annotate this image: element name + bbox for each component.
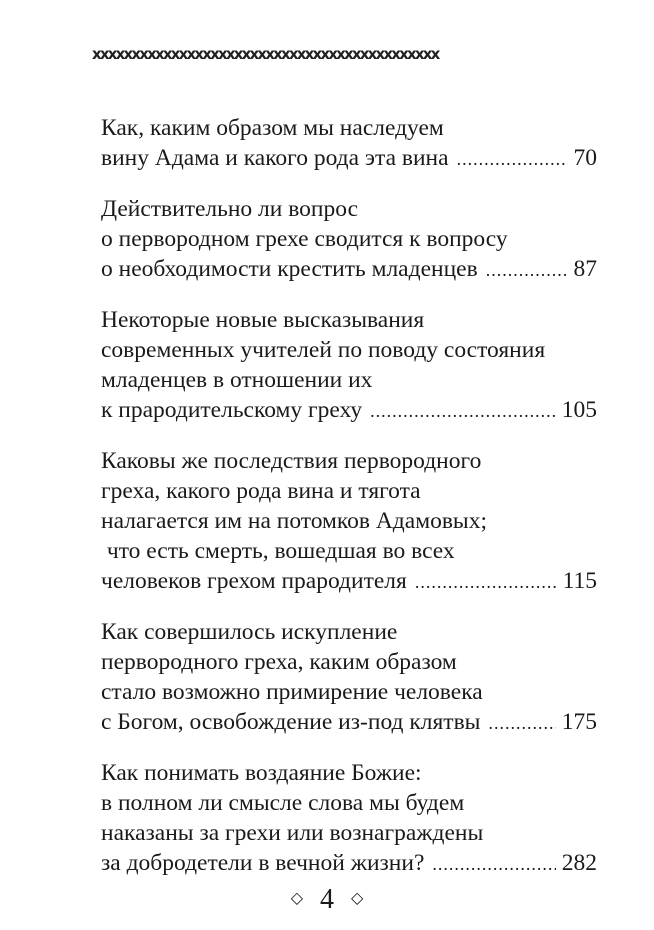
- toc-entry-last-line: [101, 707, 597, 738]
- toc-entry[interactable]: [101, 113, 597, 174]
- toc-page-number: 115: [562, 568, 597, 594]
- toc-entry-line: о необходимости крестить младенцев: [101, 256, 478, 282]
- decorative-border: xxxxxxxxxxxxxxxxxxxxxxxxxxxxxxxxxxxxxxxxxxxx: [92, 45, 439, 63]
- toc-entry-line: вину Адама и какого рода эта вина: [101, 145, 449, 171]
- toc-entry-line: Как понимать воздаяние Божие:: [101, 760, 422, 786]
- toc-page-number: 175: [561, 709, 597, 735]
- toc-entry-line: человеков грехом прародителя: [101, 568, 407, 594]
- toc-entry-line: современных учителей по поводу состояния: [101, 337, 546, 363]
- page-number: 4: [320, 884, 334, 915]
- toc-page-number: 70: [573, 145, 597, 171]
- toc-entry-line: младенцев в отношении их: [101, 367, 373, 393]
- toc-entry-line: наказаны за грехи или вознаграждены: [101, 820, 484, 846]
- page-footer: [0, 883, 654, 919]
- toc-entry-line: к прародительскому греху: [101, 397, 363, 423]
- toc-page-number: 282: [561, 850, 597, 876]
- dot-leader: [488, 708, 555, 738]
- toc-page-number: 105: [561, 397, 597, 423]
- toc-entry-line: Каковы же последствия первородного: [101, 448, 482, 474]
- toc-entry-line: Действительно ли вопрос: [101, 196, 358, 222]
- dot-leader: [432, 849, 555, 879]
- toc-entry-line: налагается им на потомков Адамовых;: [101, 508, 487, 534]
- toc-entry-line: что есть смерть, вошедшая во всех: [101, 538, 455, 564]
- toc-page-number: 87: [573, 256, 597, 282]
- toc-entry-last-line: [101, 254, 597, 285]
- toc-entry-last-line: [101, 848, 597, 879]
- toc-entry-last-line: [101, 143, 597, 174]
- toc-entry-line: Некоторые новые высказывания: [101, 307, 425, 333]
- toc-entry[interactable]: [101, 305, 597, 426]
- toc-entry-line: в полном ли смысле слова мы будем: [101, 790, 465, 816]
- diamond-ornament-icon: ◇: [290, 889, 303, 907]
- toc-entry-line: Как, каким образом мы наследуем: [101, 115, 444, 141]
- toc-entry-last-line: [101, 395, 597, 426]
- toc-entry[interactable]: [101, 194, 597, 285]
- dot-leader: [415, 567, 557, 597]
- toc-entry[interactable]: [101, 758, 597, 879]
- table-of-contents: [101, 113, 597, 899]
- toc-entry-last-line: [101, 566, 597, 597]
- toc-entry-line: за добродетели в вечной жизни?: [101, 850, 425, 876]
- toc-entry[interactable]: [101, 446, 597, 597]
- dot-leader: [457, 144, 568, 174]
- diamond-ornament-icon: ◇: [351, 889, 364, 907]
- toc-entry-line: греха, какого рода вина и тягота: [101, 478, 421, 504]
- toc-entry-line: о первородном грехе сводится к вопросу: [101, 226, 508, 252]
- toc-entry[interactable]: [101, 617, 597, 738]
- dot-leader: [486, 255, 568, 285]
- dot-leader: [370, 396, 556, 426]
- toc-entry-line: с Богом, освобождение из-под клятвы: [101, 709, 481, 735]
- toc-entry-line: Как совершилось искупление: [101, 619, 398, 645]
- toc-entry-line: стало возможно примирение человека: [101, 679, 483, 705]
- toc-entry-line: первородного греха, каким образом: [101, 649, 457, 675]
